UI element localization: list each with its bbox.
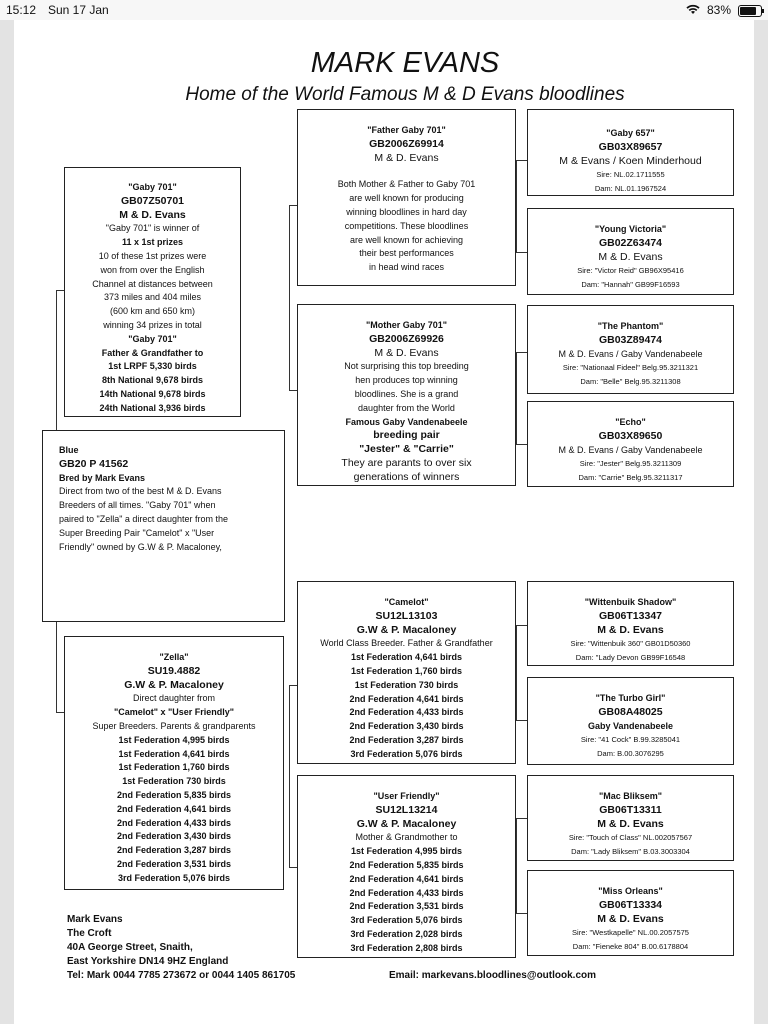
great-grandparent-name: "The Turbo Girl": [595, 693, 666, 703]
dam-sire-info-line: 1st Federation 1,760 birds: [350, 665, 463, 676]
sire-dam-info-line: "Jester" & "Carrie": [359, 443, 454, 456]
great-grandparent-owner: M & D. Evans / Gaby Vandenabeele: [558, 348, 703, 359]
dam-dam-info-line: 3rd Federation 5,076 birds: [350, 915, 463, 926]
dam-name: "Zella": [159, 652, 189, 662]
contact-address-line: 40A George Street, Snaith,: [67, 942, 193, 953]
great-grandparent-box: [527, 775, 734, 861]
sire-dam-info-line: Not surprising this top breeding: [344, 361, 469, 372]
dam-dam-name: "User Friendly": [373, 791, 440, 801]
dam-info-line: 1st Federation 4,995 birds: [118, 734, 230, 745]
document-subtitle: Home of the World Famous M & D Evans bloodlines: [185, 84, 625, 105]
sire-sire-owner: M & D. Evans: [374, 151, 439, 164]
battery-icon: [738, 5, 762, 17]
great-grandparent-sire: Sire: "Touch of Class" NL.002057567: [568, 833, 693, 843]
dam-info-line: 2nd Federation 3,287 birds: [116, 845, 232, 856]
great-grandparent-sire: Sire: "Wittenbuik 360" GB01D50360: [570, 639, 691, 649]
sire-info-line: 14th National 9,678 birds: [99, 388, 206, 399]
status-time: 15:12: [6, 3, 37, 17]
sire-dam-info-line: daughter from the World: [358, 402, 455, 413]
sire-owner: M & D. Evans: [119, 208, 186, 221]
sire-dam-box: [297, 304, 516, 486]
dam-sire-box: [297, 581, 516, 764]
connector-line: [289, 685, 290, 867]
great-grandparent-owner: M & D. Evans: [597, 817, 664, 830]
subject-description-line: Friendly" owned by G.W & P. Macaloney,: [59, 541, 222, 552]
great-grandparent-ring: GB06T13347: [598, 609, 663, 622]
status-bar: [0, 0, 768, 20]
sire-sire-info-line: winning bloodlines in hard day: [346, 206, 467, 217]
great-grandparent-owner: M & D. Evans / Gaby Vandenabeele: [558, 444, 703, 455]
dam-info-line: 2nd Federation 3,430 birds: [116, 831, 232, 842]
great-grandparent-sire: Sire: "Westkapelle" NL.00.2057575: [572, 928, 689, 938]
dam-dam-info-line: 2nd Federation 4,641 birds: [349, 873, 464, 884]
subject-pigeon-box: [42, 430, 285, 622]
dam-dam-info-line: 2nd Federation 5,835 birds: [349, 859, 464, 870]
contact-address-line: The Croft: [67, 928, 112, 939]
great-grandparent-box: [527, 109, 734, 196]
great-grandparent-ring: GB02Z63474: [598, 236, 663, 249]
sire-info-line: "Gaby 701": [128, 333, 177, 344]
sire-info-line: 24th National 3,936 birds: [99, 402, 206, 413]
dam-info-line: Direct daughter from: [132, 693, 216, 704]
great-grandparent-ring: GB06T13334: [598, 898, 663, 911]
great-grandparent-dam: Dam: "Fieneke 804" B.00.6178804: [572, 942, 689, 952]
sire-box: [64, 167, 241, 417]
dam-dam-info-line: 1st Federation 4,995 birds: [350, 846, 463, 857]
sire-sire-info-line: Both Mother & Father to Gaby 701: [337, 179, 476, 190]
great-grandparent-box: [527, 870, 734, 956]
dam-dam-info-line: 3rd Federation 2,808 birds: [350, 942, 463, 953]
great-grandparent-ring: GB06T13311: [599, 803, 662, 816]
sire-dam-info-line: breeding pair: [373, 429, 440, 442]
dam-info-line: 2nd Federation 4,433 birds: [116, 817, 232, 828]
sire-info-line: Father & Grandfather to: [101, 347, 204, 358]
great-grandparent-box: [527, 305, 734, 394]
connector-line: [516, 352, 527, 353]
dam-dam-owner: G.W & P. Macaloney: [356, 817, 457, 830]
connector-line: [516, 160, 527, 161]
sire-info-line: 10 of these 1st prizes were: [98, 250, 207, 261]
connector-line: [289, 205, 290, 390]
dam-info-line: 2nd Federation 4,641 birds: [116, 803, 232, 814]
sire-dam-info-line: bloodlines. She is a grand: [354, 388, 459, 399]
great-grandparent-sire: Sire: "41 Cock" B.99.3285041: [580, 735, 681, 745]
great-grandparent-name: "Miss Orleans": [598, 886, 663, 896]
dam-info-line: 3rd Federation 5,076 birds: [117, 872, 231, 883]
great-grandparent-ring: GB08A48025: [598, 705, 663, 718]
dam-info-line: 1st Federation 4,641 birds: [118, 748, 230, 759]
connector-line: [516, 818, 527, 819]
sire-ring: GB07Z50701: [120, 194, 185, 207]
connector-line: [516, 913, 527, 914]
dam-dam-info-line: 3rd Federation 2,028 birds: [350, 928, 463, 939]
great-grandparent-dam: Dam: NL.01.1967524: [594, 184, 667, 194]
dam-sire-ring: SU12L13103: [375, 609, 438, 622]
sire-sire-info-line: in head wind races: [368, 262, 445, 273]
contact-address-line: Mark Evans: [67, 914, 123, 925]
great-grandparent-ring: GB03X89657: [598, 140, 663, 153]
dam-ring: SU19.4882: [147, 664, 201, 677]
dam-dam-info-line: 2nd Federation 3,531 birds: [349, 901, 464, 912]
connector-line: [516, 720, 527, 721]
great-grandparent-dam: Dam: "Belle" Belg.95.3211308: [580, 377, 681, 387]
subject-description-line: Direct from two of the best M & D. Evans: [59, 486, 222, 497]
viewer-background-left: [0, 20, 14, 1024]
dam-sire-info-line: 2nd Federation 4,641 birds: [349, 693, 464, 704]
status-date: Sun 17 Jan: [48, 3, 109, 17]
sire-info-line: "Gaby 701" is winner of: [105, 223, 200, 234]
great-grandparent-ring: GB03Z89474: [598, 333, 663, 346]
dam-info-line: 2nd Federation 5,835 birds: [116, 789, 232, 800]
contact-address-line: East Yorkshire DN14 9HZ England: [67, 956, 229, 967]
great-grandparent-ring: GB03X89650: [598, 429, 663, 442]
sire-sire-info-line: are well known for achieving: [349, 234, 464, 245]
contact-address: [67, 913, 295, 983]
dam-dam-ring: SU12L13214: [375, 803, 438, 816]
great-grandparent-box: [527, 401, 734, 487]
connector-line: [56, 712, 64, 713]
subject-ring: GB20 P 41562: [59, 457, 129, 470]
great-grandparent-name: "Echo": [615, 417, 646, 427]
great-grandparent-name: "Gaby 657": [606, 128, 655, 138]
connector-line: [56, 290, 57, 430]
dam-sire-name: "Camelot": [384, 597, 429, 607]
sire-dam-owner: M & D. Evans: [374, 346, 439, 359]
sire-dam-ring: GB2006Z69926: [369, 332, 444, 345]
wifi-icon: [686, 4, 700, 15]
great-grandparent-box: [527, 208, 734, 295]
sire-sire-name: "Father Gaby 701": [367, 125, 446, 135]
dam-info-line: Super Breeders. Parents & grandparents: [92, 720, 256, 731]
great-grandparent-sire: Sire: "Jester" Belg.95.3211309: [579, 459, 682, 469]
great-grandparent-owner: Gaby Vandenabeele: [587, 720, 674, 731]
great-grandparent-box: [527, 581, 734, 666]
contact-email: Email: markevans.bloodlines@outlook.com: [389, 970, 597, 981]
great-grandparent-owner: M & Evans / Koen Minderhoud: [559, 154, 702, 167]
great-grandparent-dam: Dam: "Lady Devon GB99F16548: [575, 653, 686, 663]
great-grandparent-name: "Young Victoria": [594, 224, 667, 234]
contact-telephone: Tel: Mark 0044 7785 273672 or 0044 1405 861705: [67, 970, 296, 981]
sire-sire-box: [297, 109, 516, 286]
connector-line: [289, 685, 297, 686]
sire-info-line: Channel at distances between: [92, 278, 213, 289]
great-grandparent-owner: M & D. Evans: [597, 912, 664, 925]
sire-info-line: 1st LRPF 5,330 birds: [108, 361, 197, 372]
subject-description-line: Super Breeding Pair "Camelot" x "User: [59, 527, 215, 538]
great-grandparent-dam: Dam: "Hannah" GB99F16593: [581, 280, 680, 290]
subject-bred-by: Bred by Mark Evans: [59, 472, 146, 483]
dam-dam-info-line: Mother & Grandmother to: [355, 832, 458, 843]
great-grandparent-name: "Wittenbuik Shadow": [584, 597, 677, 607]
great-grandparent-dam: Dam: B.00.3076295: [597, 749, 664, 759]
sire-dam-info-line: They are parants to over six: [341, 456, 472, 469]
dam-sire-info-line: 2nd Federation 3,287 birds: [349, 734, 464, 745]
connector-line: [289, 205, 297, 206]
connector-line: [516, 160, 517, 252]
sire-sire-info-line: are well known for producing: [349, 193, 464, 204]
great-grandparent-name: "The Phantom": [597, 321, 664, 331]
sire-dam-info-line: hen produces top winning: [355, 375, 458, 386]
connector-line: [516, 444, 527, 445]
great-grandparent-sire: Sire: "Victor Reid" GB96X95416: [577, 266, 684, 276]
subject-description-line: Breeders of all times. "Gaby 701" when: [59, 500, 216, 511]
sire-info-line: 8th National 9,678 birds: [101, 375, 204, 386]
sire-info-line: (600 km and 650 km): [109, 306, 196, 317]
great-grandparent-dam: Dam: "Carrie" Belg.95.3211317: [578, 473, 683, 483]
dam-sire-info-line: 2nd Federation 3,430 birds: [349, 721, 464, 732]
sire-info-line: 373 miles and 404 miles: [103, 292, 202, 303]
dam-info-line: 1st Federation 730 birds: [122, 776, 226, 787]
great-grandparent-box: [527, 677, 734, 765]
dam-info-line: "Camelot" x "User Friendly": [113, 707, 235, 718]
sire-sire-ring: GB2006Z69914: [369, 137, 444, 150]
great-grandparent-owner: M & D. Evans: [597, 623, 664, 636]
subject-description-line: paired to "Zella" a direct daughter from the: [59, 513, 228, 524]
sire-name: "Gaby 701": [128, 182, 177, 192]
connector-line: [516, 625, 527, 626]
sire-dam-info-line: generations of winners: [353, 470, 460, 483]
great-grandparent-dam: Dam: "Lady Bliksem" B.03.3003304: [571, 847, 690, 857]
great-grandparent-sire: Sire: NL.02.1711555: [596, 170, 665, 180]
sire-info-line: won from over the English: [100, 264, 205, 275]
connector-line: [289, 390, 297, 391]
dam-sire-info-line: World Class Breeder. Father & Grandfather: [320, 638, 493, 649]
great-grandparent-owner: M & D. Evans: [598, 250, 663, 263]
sire-dam-info-line: Famous Gaby Vandenabeele: [345, 416, 468, 427]
battery-percent: 83%: [707, 3, 732, 17]
great-grandparent-sire: Sire: "Nationaal Fideel" Belg.95.3211321: [562, 363, 699, 373]
dam-info-line: 1st Federation 1,760 birds: [118, 762, 230, 773]
dam-sire-info-line: 1st Federation 4,641 birds: [350, 652, 463, 663]
sire-sire-info-line: competitions. These bloodlines: [344, 220, 469, 231]
sire-sire-info-line: their best performances: [359, 248, 454, 259]
subject-color: Blue: [59, 445, 79, 455]
sire-info-line: 11 x 1st prizes: [121, 237, 184, 248]
sire-info-line: winning 34 prizes in total: [103, 319, 202, 330]
sire-dam-name: "Mother Gaby 701": [365, 320, 448, 330]
dam-box: [64, 636, 284, 890]
connector-line: [516, 818, 517, 913]
dam-dam-info-line: 2nd Federation 4,433 birds: [349, 887, 464, 898]
connector-line: [516, 252, 527, 253]
viewer-background-right: [754, 20, 768, 1024]
great-grandparent-name: "Mac Bliksem": [598, 791, 663, 801]
dam-dam-box: [297, 775, 516, 958]
connector-line: [289, 867, 297, 868]
connector-line: [56, 290, 64, 291]
connector-line: [56, 622, 57, 712]
connector-line: [516, 352, 517, 444]
dam-owner: G.W & P. Macaloney: [124, 678, 224, 691]
document-title: MARK EVANS: [310, 47, 500, 79]
dam-sire-info-line: 3rd Federation 5,076 birds: [350, 748, 463, 759]
dam-sire-owner: G.W & P. Macaloney: [356, 623, 457, 636]
dam-sire-info-line: 2nd Federation 4,433 birds: [349, 707, 464, 718]
connector-line: [516, 625, 517, 720]
dam-info-line: 2nd Federation 3,531 birds: [116, 858, 232, 869]
dam-sire-info-line: 1st Federation 730 birds: [354, 679, 459, 690]
